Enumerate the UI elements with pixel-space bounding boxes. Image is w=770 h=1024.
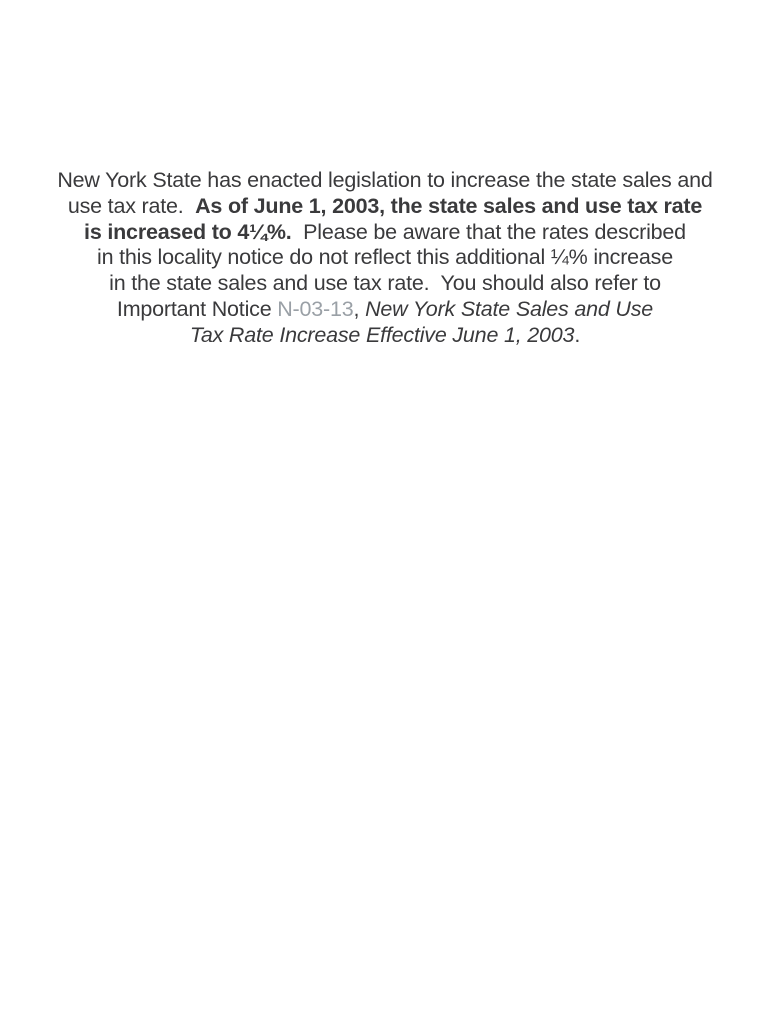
important-notice-link[interactable]: N-03-13	[277, 296, 354, 321]
notice-line-1	[20, 168, 750, 194]
notice-bold-text: is increased to 4¼%.	[84, 219, 292, 244]
notice-text: in the state sales and use tax rate. You should also refer to	[109, 271, 661, 296]
notice-italic-title: New York State Sales and Use	[365, 296, 654, 321]
notice-text: in this locality notice do not reflect this additional ¼% increase	[97, 245, 673, 270]
notice-text: Important Notice	[116, 296, 278, 321]
notice-line-7	[20, 323, 750, 349]
notice-italic-title: Tax Rate Increase Effective June 1, 2003	[189, 322, 575, 347]
notice-text: ,	[353, 296, 366, 321]
notice-line-2	[20, 194, 750, 220]
notice-line-4	[20, 245, 750, 271]
notice-text: .	[574, 322, 581, 347]
notice-text: use tax rate.	[67, 193, 196, 218]
notice-text: New York State has enacted legislation to increase the state sales and	[57, 168, 713, 192]
notice-line-5	[20, 271, 750, 297]
notice-bold-text: As of June 1, 2003, the state sales and use tax rate	[195, 193, 703, 218]
notice-line-6	[20, 297, 750, 323]
tax-rate-notice	[20, 168, 750, 349]
notice-text: Please be aware that the rates described	[291, 219, 686, 244]
notice-line-3	[20, 220, 750, 246]
